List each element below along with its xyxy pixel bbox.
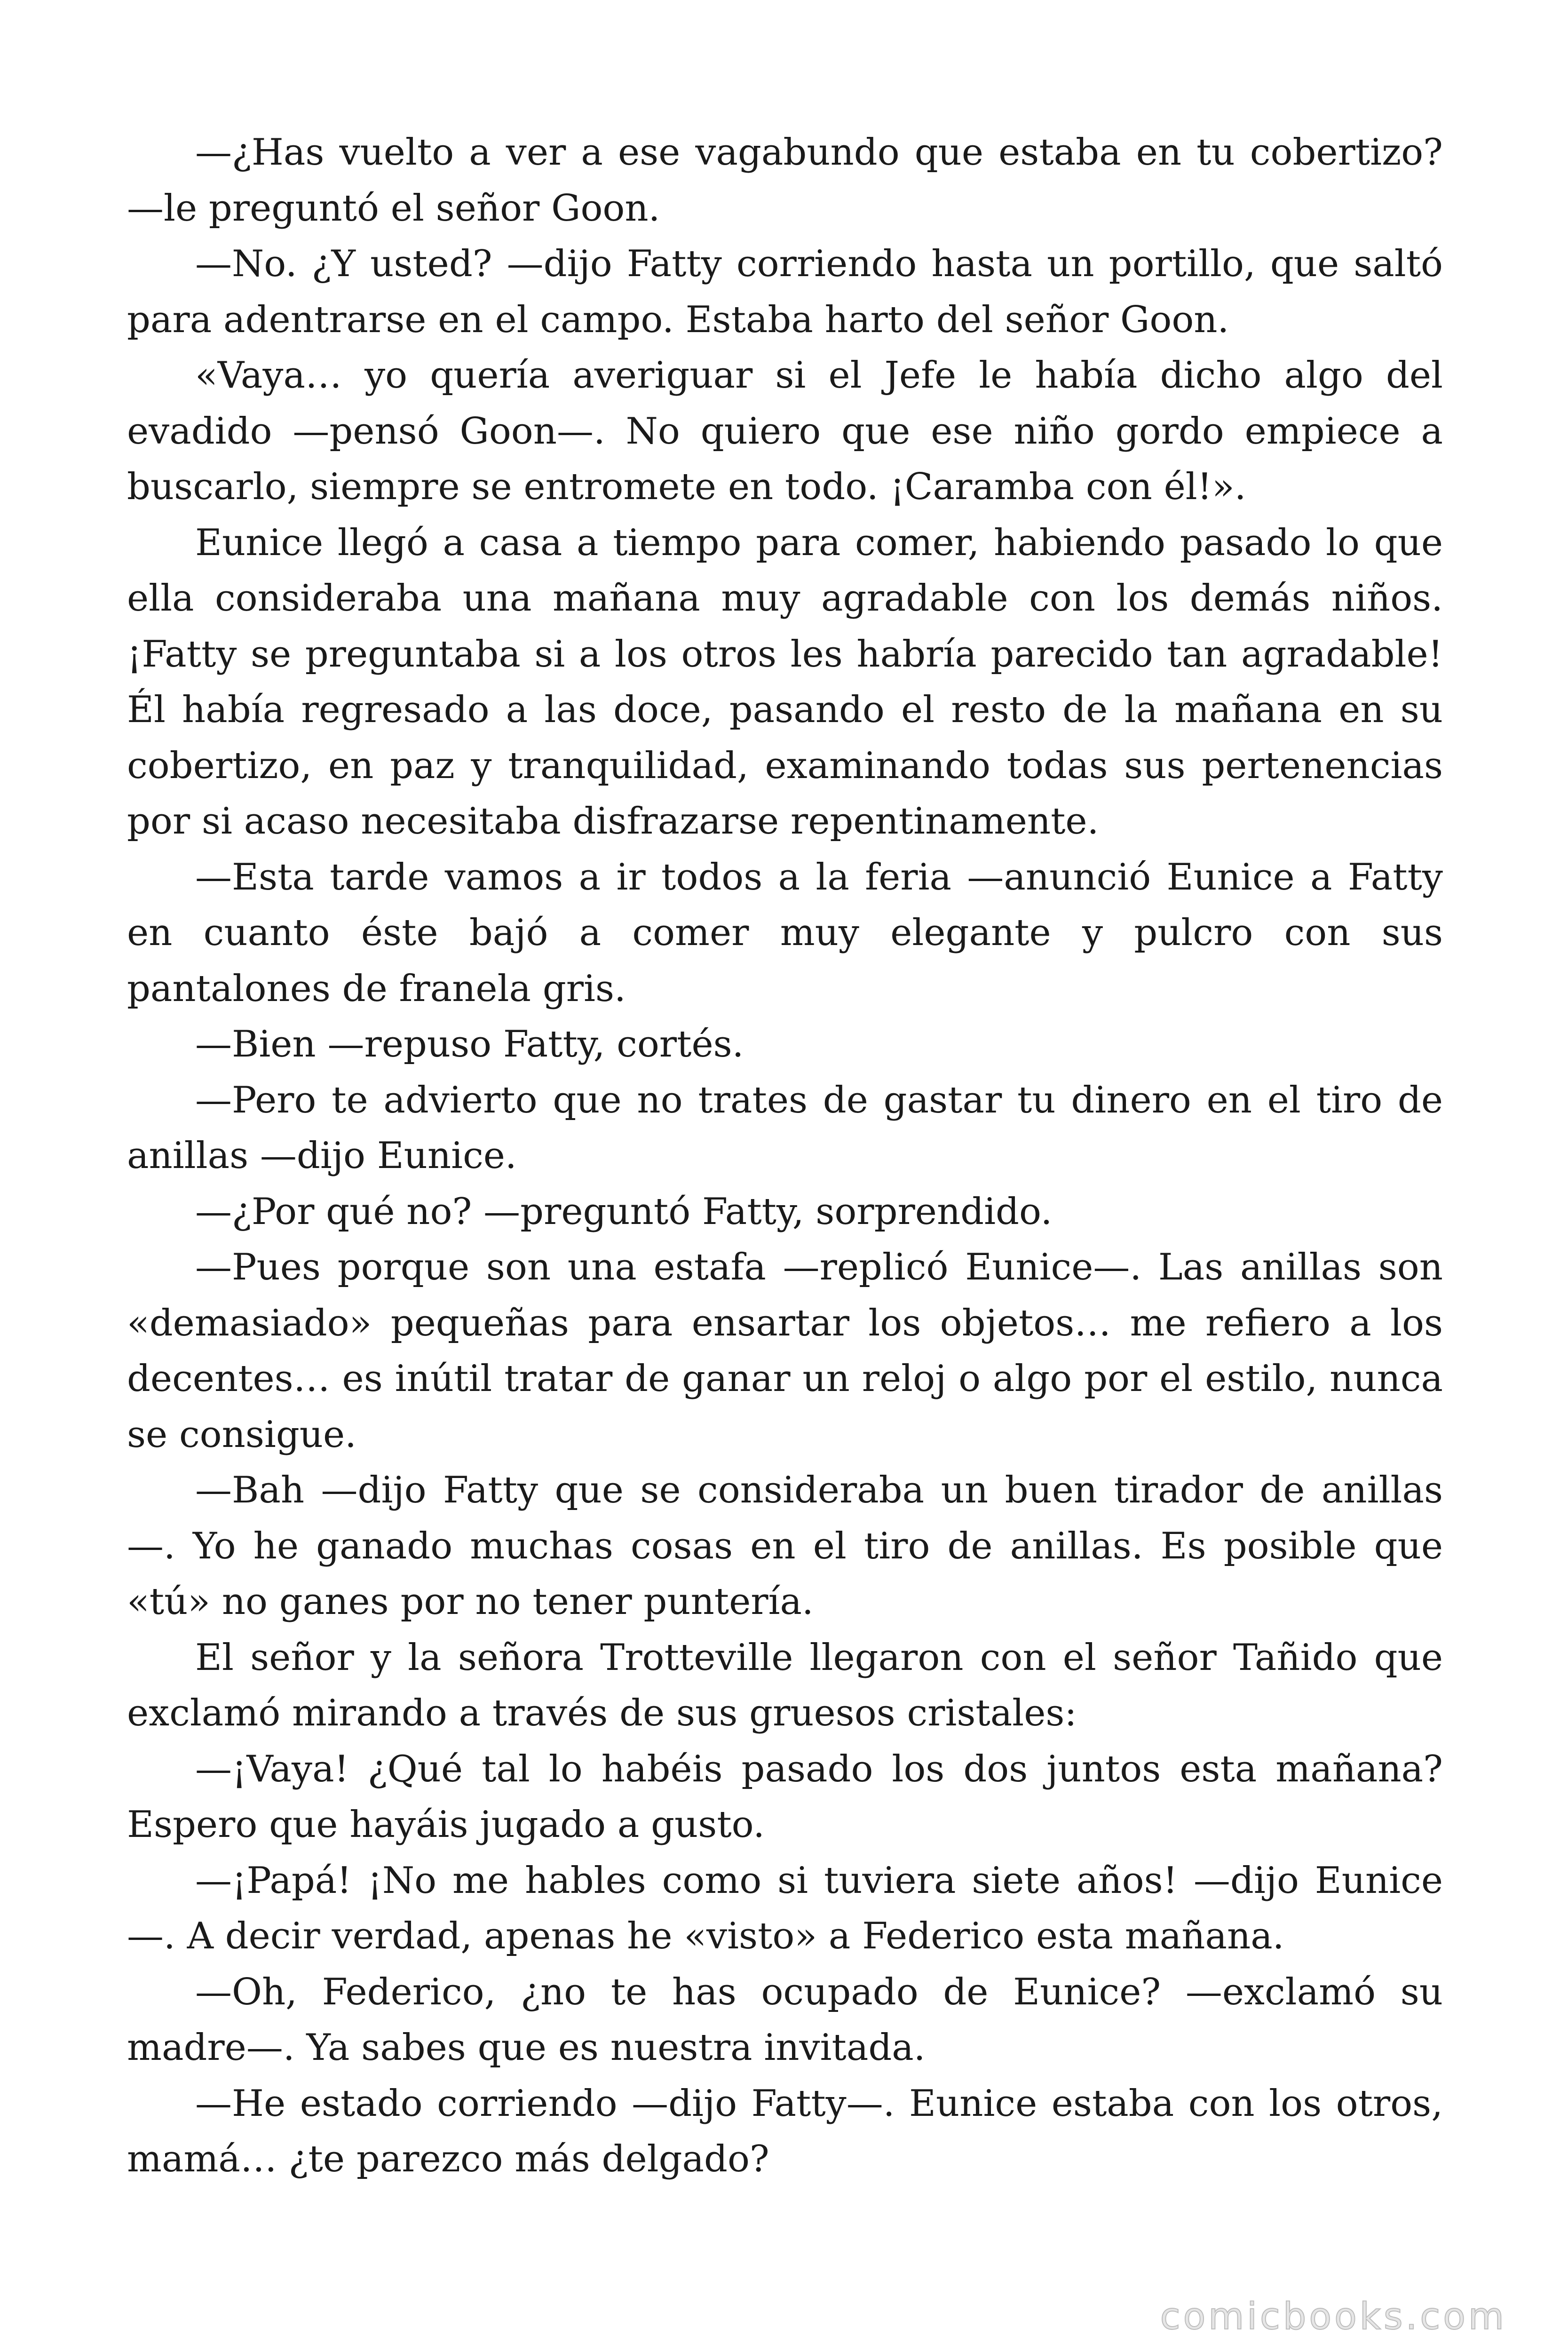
paragraph: —Oh, Federico, ¿no te has ocupado de Eunice? —exclamó su madre—. Ya sabes que es nuestra invitada. [127,1971,1443,2069]
paragraph: —¡Papá! ¡No me hables como si tuviera siete años! —dijo Eunice —. A decir verdad, apenas he «visto» a Federico esta mañana. [127,1859,1443,1957]
paragraph: «Vaya… yo quería averiguar si el Jefe le había dicho algo del evadido —pensó Goon—. No quiero que ese niño gordo empiece a buscarlo, siempre se entromete en todo. ¡Caramba con él!». [127,354,1443,508]
body-text [127,125,1443,2187]
paragraph: —Bien —repuso Fatty, cortés. [195,1023,744,1065]
paragraph: —Pues porque son una estafa —replicó Eunice—. Las anillas son «demasiado» pequeñas para ensartar los objetos… me refiero a los decentes… es inútil tratar de ganar un reloj o algo por el estilo, nunca se consigue. [127,1246,1443,1456]
paragraph: El señor y la señora Trotteville llegaron con el señor Tañido que exclamó mirando a través de sus gruesos cristales: [127,1636,1443,1734]
watermark: comicbooks.com [1160,2296,1507,2338]
paragraph: —Esta tarde vamos a ir todos a la feria —anunció Eunice a Fatty en cuanto éste bajó a comer muy elegante y pulcro con sus pantalones de franela gris. [127,856,1443,1010]
paragraph: —¿Por qué no? —preguntó Fatty, sorprendido. [195,1190,1053,1233]
paragraph: —Bah —dijo Fatty que se consideraba un buen tirador de anillas —. Yo he ganado muchas cosas en el tiro de anillas. Es posible que «tú» no ganes por no tener puntería. [127,1469,1443,1623]
paragraph: —¡Vaya! ¿Qué tal lo habéis pasado los dos juntos esta mañana? Espero que hayáis jugado a gusto. [127,1748,1443,1846]
paragraph: —No. ¿Y usted? —dijo Fatty corriendo hasta un portillo, que saltó para adentrarse en el campo. Estaba harto del señor Goon. [127,243,1443,341]
paragraph: —Pero te advierto que no trates de gastar tu dinero en el tiro de anillas —dijo Eunice. [127,1079,1443,1177]
paragraph: —He estado corriendo —dijo Fatty—. Eunice estaba con los otros, mamá… ¿te parezco más delgado? [127,2082,1443,2180]
paragraph: —¿Has vuelto a ver a ese vagabundo que estaba en tu cobertizo? —le preguntó el señor Goon. [127,131,1443,230]
paragraph: Eunice llegó a casa a tiempo para comer, habiendo pasado lo que ella consideraba una mañana muy agradable con los demás niños. ¡Fatty se preguntaba si a los otros les habría parecido tan agradable! Él había regresado a las doce, pasando el resto de la mañana en su cobertizo, en paz y tranquilidad, examinando todas sus pertenencias por si acaso necesitaba disfrazarse repentinamente. [127,521,1443,842]
